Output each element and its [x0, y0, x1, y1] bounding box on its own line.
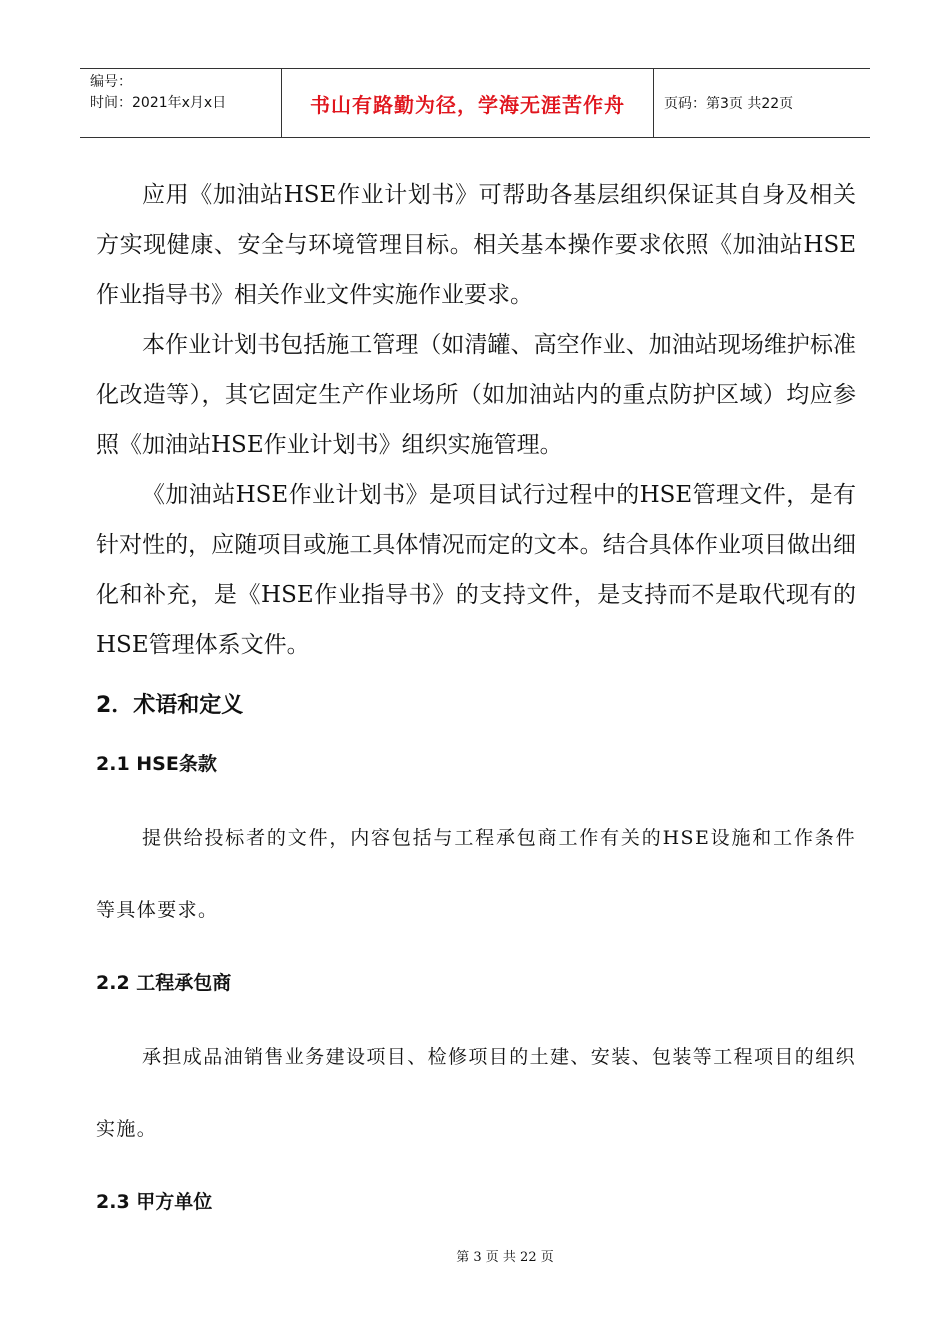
subsection-heading-2-1: 2.1 HSE条款 — [96, 753, 217, 775]
header-page-info: 页码：第3页 共22页 — [664, 96, 794, 112]
header-left-cell — [80, 69, 282, 137]
paragraph-3: 《加油站HSE作业计划书》是项目试行过程中的HSE管理文件，是有针对性的，应随项目或施工具体情况而定的文本。结合具体作业项目做出细化和补充，是《HSE作业指导书》的支持文件，是支持而不是取代现有的HSE管理体系文件。 — [96, 482, 856, 658]
page-footer: 第 3 页 共 22 页 — [456, 1250, 554, 1265]
header-date: 时间：2021年x月x日 — [90, 95, 227, 111]
document-header — [80, 68, 870, 138]
subsection-heading-2-2: 2.2 工程承包商 — [96, 972, 232, 994]
subsection-heading-2-3: 2.3 甲方单位 — [96, 1191, 213, 1213]
subsection-2-1-text: 提供给投标者的文件，内容包括与工程承包商工作有关的HSE设施和工作条件等具体要求。 — [96, 827, 856, 921]
subsection-2-2-text: 承担成品油销售业务建设项目、检修项目的土建、安装、包装等工程项目的组织实施。 — [96, 1046, 857, 1140]
header-motto: 书山有路勤为径，学海无涯苦作舟 — [282, 69, 654, 137]
paragraph-1: 应用《加油站HSE作业计划书》可帮助各基层组织保证其自身及相关方实现健康、安全与环境管理目标。相关基本操作要求依照《加油站HSE作业指导书》相关作业文件实施作业要求。 — [96, 182, 856, 308]
header-number-label: 编号： — [90, 74, 132, 90]
section-heading-2: 2．术语和定义 — [96, 693, 244, 718]
document-body — [96, 168, 856, 1214]
paragraph-2: 本作业计划书包括施工管理（如清罐、高空作业、加油站现场维护标准化改造等），其它固定生产作业场所（如加油站内的重点防护区域）均应参照《加油站HSE作业计划书》组织实施管理。 — [96, 332, 856, 458]
